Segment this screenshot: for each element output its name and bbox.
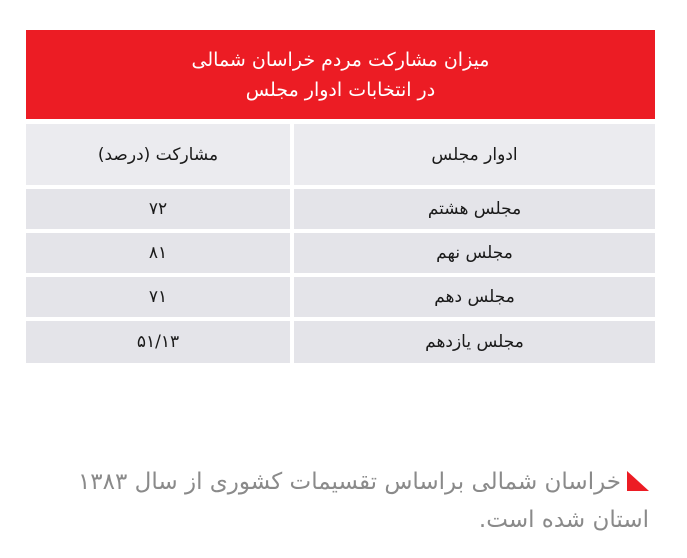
participation-cell: ۵۱/۱۳ xyxy=(26,321,290,363)
participation-cell: ۷۲ xyxy=(26,189,290,229)
table-header-row xyxy=(26,124,655,185)
term-cell: مجلس یازدهم xyxy=(294,321,655,363)
triangle-marker-icon xyxy=(627,471,649,491)
title-line-1: میزان مشارکت مردم خراسان شمالی xyxy=(191,48,490,71)
header-participation: مشارکت (درصد) xyxy=(26,124,290,185)
table-row xyxy=(26,189,655,229)
table-row xyxy=(26,321,655,363)
table-row xyxy=(26,233,655,273)
table-row xyxy=(26,277,655,317)
term-cell: مجلس هشتم xyxy=(294,189,655,229)
title-line-2: در انتخابات ادوار مجلس xyxy=(245,78,436,101)
footnote-text: خراسان شمالی براساس تقسیمات کشوری از سال ۱۳۸۳ استان شده است. xyxy=(77,469,649,533)
term-cell: مجلس نهم xyxy=(294,233,655,273)
table-title xyxy=(26,30,655,119)
participation-table xyxy=(26,124,655,367)
term-cell: مجلس دهم xyxy=(294,277,655,317)
participation-cell: ۸۱ xyxy=(26,233,290,273)
header-term: ادوار مجلس xyxy=(294,124,655,185)
participation-cell: ۷۱ xyxy=(26,277,290,317)
footnote xyxy=(29,463,649,539)
